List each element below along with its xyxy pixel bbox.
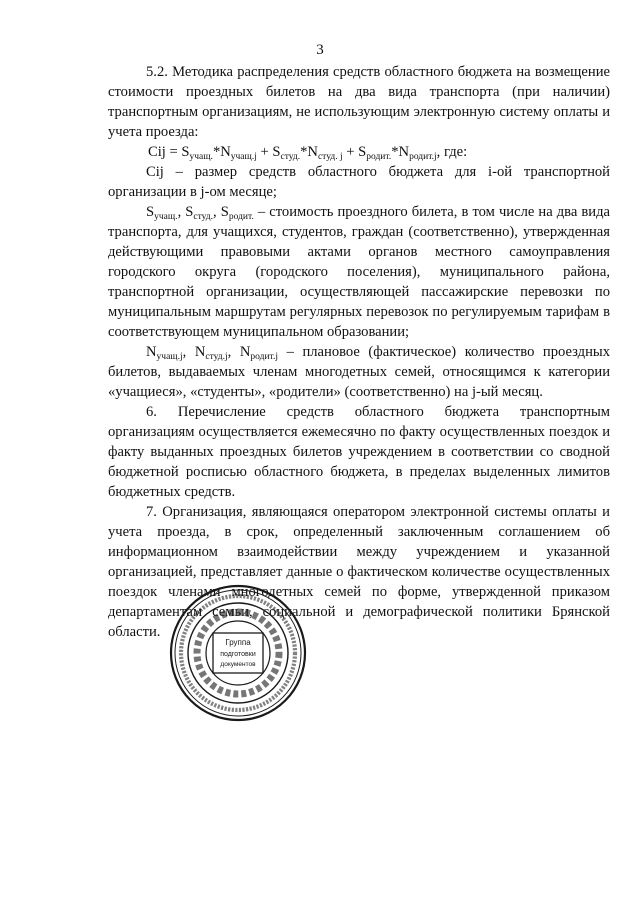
def-n-text: – плановое (фактическое) количество проездных билетов, выдаваемых членам многодетных семей, относящимся к категории «учащиеся», «студенты», «родители» (соответственно) на j-ый месяц. bbox=[108, 344, 611, 400]
formula-n2-sub: студ. j bbox=[317, 152, 343, 162]
section-7-paragraph: 7. Организация, являющаяся оператором электронной системы оплаты и учета проезда, в срок, определенный заключенным соглашением об информационном взаимодействии между учреждением и указанной организацией, представляет данные о фактическом количестве осуществленных поездок членами многодетных семей по форме, утвержденной приказом департаментам семьи, социальной и демографической политики Брянской области. bbox=[108, 504, 610, 640]
formula-n1-sub: учащ.j bbox=[230, 152, 257, 162]
formula-n2: *N bbox=[300, 144, 318, 160]
formula-s3-sub: родит. bbox=[366, 152, 392, 162]
def-s-sub-3: родит. bbox=[228, 212, 254, 222]
def-s-sub-1: учащ. bbox=[154, 212, 178, 222]
def-s-comma-2: , S bbox=[213, 204, 229, 220]
def-s-sub-2: студ. bbox=[193, 212, 214, 222]
def-n-sub-2: студ.j bbox=[205, 352, 228, 362]
seal-line-3: документов bbox=[220, 661, 256, 668]
formula-s1-sub: учащ. bbox=[189, 152, 213, 162]
formula-plus-2: + bbox=[342, 144, 359, 160]
formula-lhs: Cij = bbox=[148, 144, 182, 160]
seal-line-1: Группа bbox=[225, 638, 251, 647]
def-s-lead: S bbox=[146, 204, 155, 220]
document-body bbox=[108, 62, 610, 642]
def-n-lead: N bbox=[146, 344, 157, 360]
formula-plus-1: + bbox=[256, 144, 273, 160]
official-seal bbox=[168, 583, 308, 723]
distribution-formula bbox=[108, 142, 610, 162]
definition-s bbox=[108, 202, 610, 342]
formula-s2: S bbox=[272, 144, 281, 160]
def-n-sub-1: учащ.j bbox=[156, 352, 183, 362]
section-6-paragraph: 6. Перечисление средств областного бюджета транспортным организациям осуществляется ежемесячно по факту осуществленных поездок и факту выданных проездных билетов учреждением в соответствии со сводной бюджетной росписью областного бюджета, в пределах выделенных лимитов бюджетных средств. bbox=[108, 404, 610, 500]
def-s-comma-1: , S bbox=[177, 204, 194, 220]
formula-n3-sub: родит.j bbox=[409, 152, 437, 162]
seal-line-2: подготовки bbox=[220, 651, 256, 658]
formula-s2-sub: студ. bbox=[280, 152, 301, 162]
formula-n3: *N bbox=[391, 144, 410, 160]
def-s-text: – стоимость проездного билета, в том числе на два вида транспорта, для учащихся, студентов, граждан (соответственно), утвержденная действующими правовыми актами органов местного самоуправления городского округа (городского поселения), муниципального района, транспортной организации, осуществляющей пассажирские перевозки по муниципальным маршрутам регулярных перевозок по регулируемым тарифам в соответствующем муниципальном образовании; bbox=[108, 204, 611, 340]
def-n-comma-1: , N bbox=[182, 344, 206, 360]
section-5-2-paragraph: 5.2. Методика распределения средств областного бюджета на возмещение стоимости проездных билетов на два вида транспорта (при наличии) транспортным организациям, не использующим электронную систему оплаты и учета проезда: bbox=[108, 64, 610, 140]
formula-s1: S bbox=[181, 144, 190, 160]
def-n-comma-2: , N bbox=[227, 344, 251, 360]
page-number: 3 bbox=[316, 42, 324, 58]
formula-s3: S bbox=[358, 144, 367, 160]
definition-cij: Cij – размер средств областного бюджета для i-ой транспортной организации в j-ом месяце; bbox=[108, 164, 610, 200]
formula-n1: *N bbox=[212, 144, 231, 160]
definition-n bbox=[108, 342, 610, 402]
def-n-sub-3: родит.j bbox=[250, 352, 279, 362]
formula-tail: , где: bbox=[436, 144, 468, 160]
